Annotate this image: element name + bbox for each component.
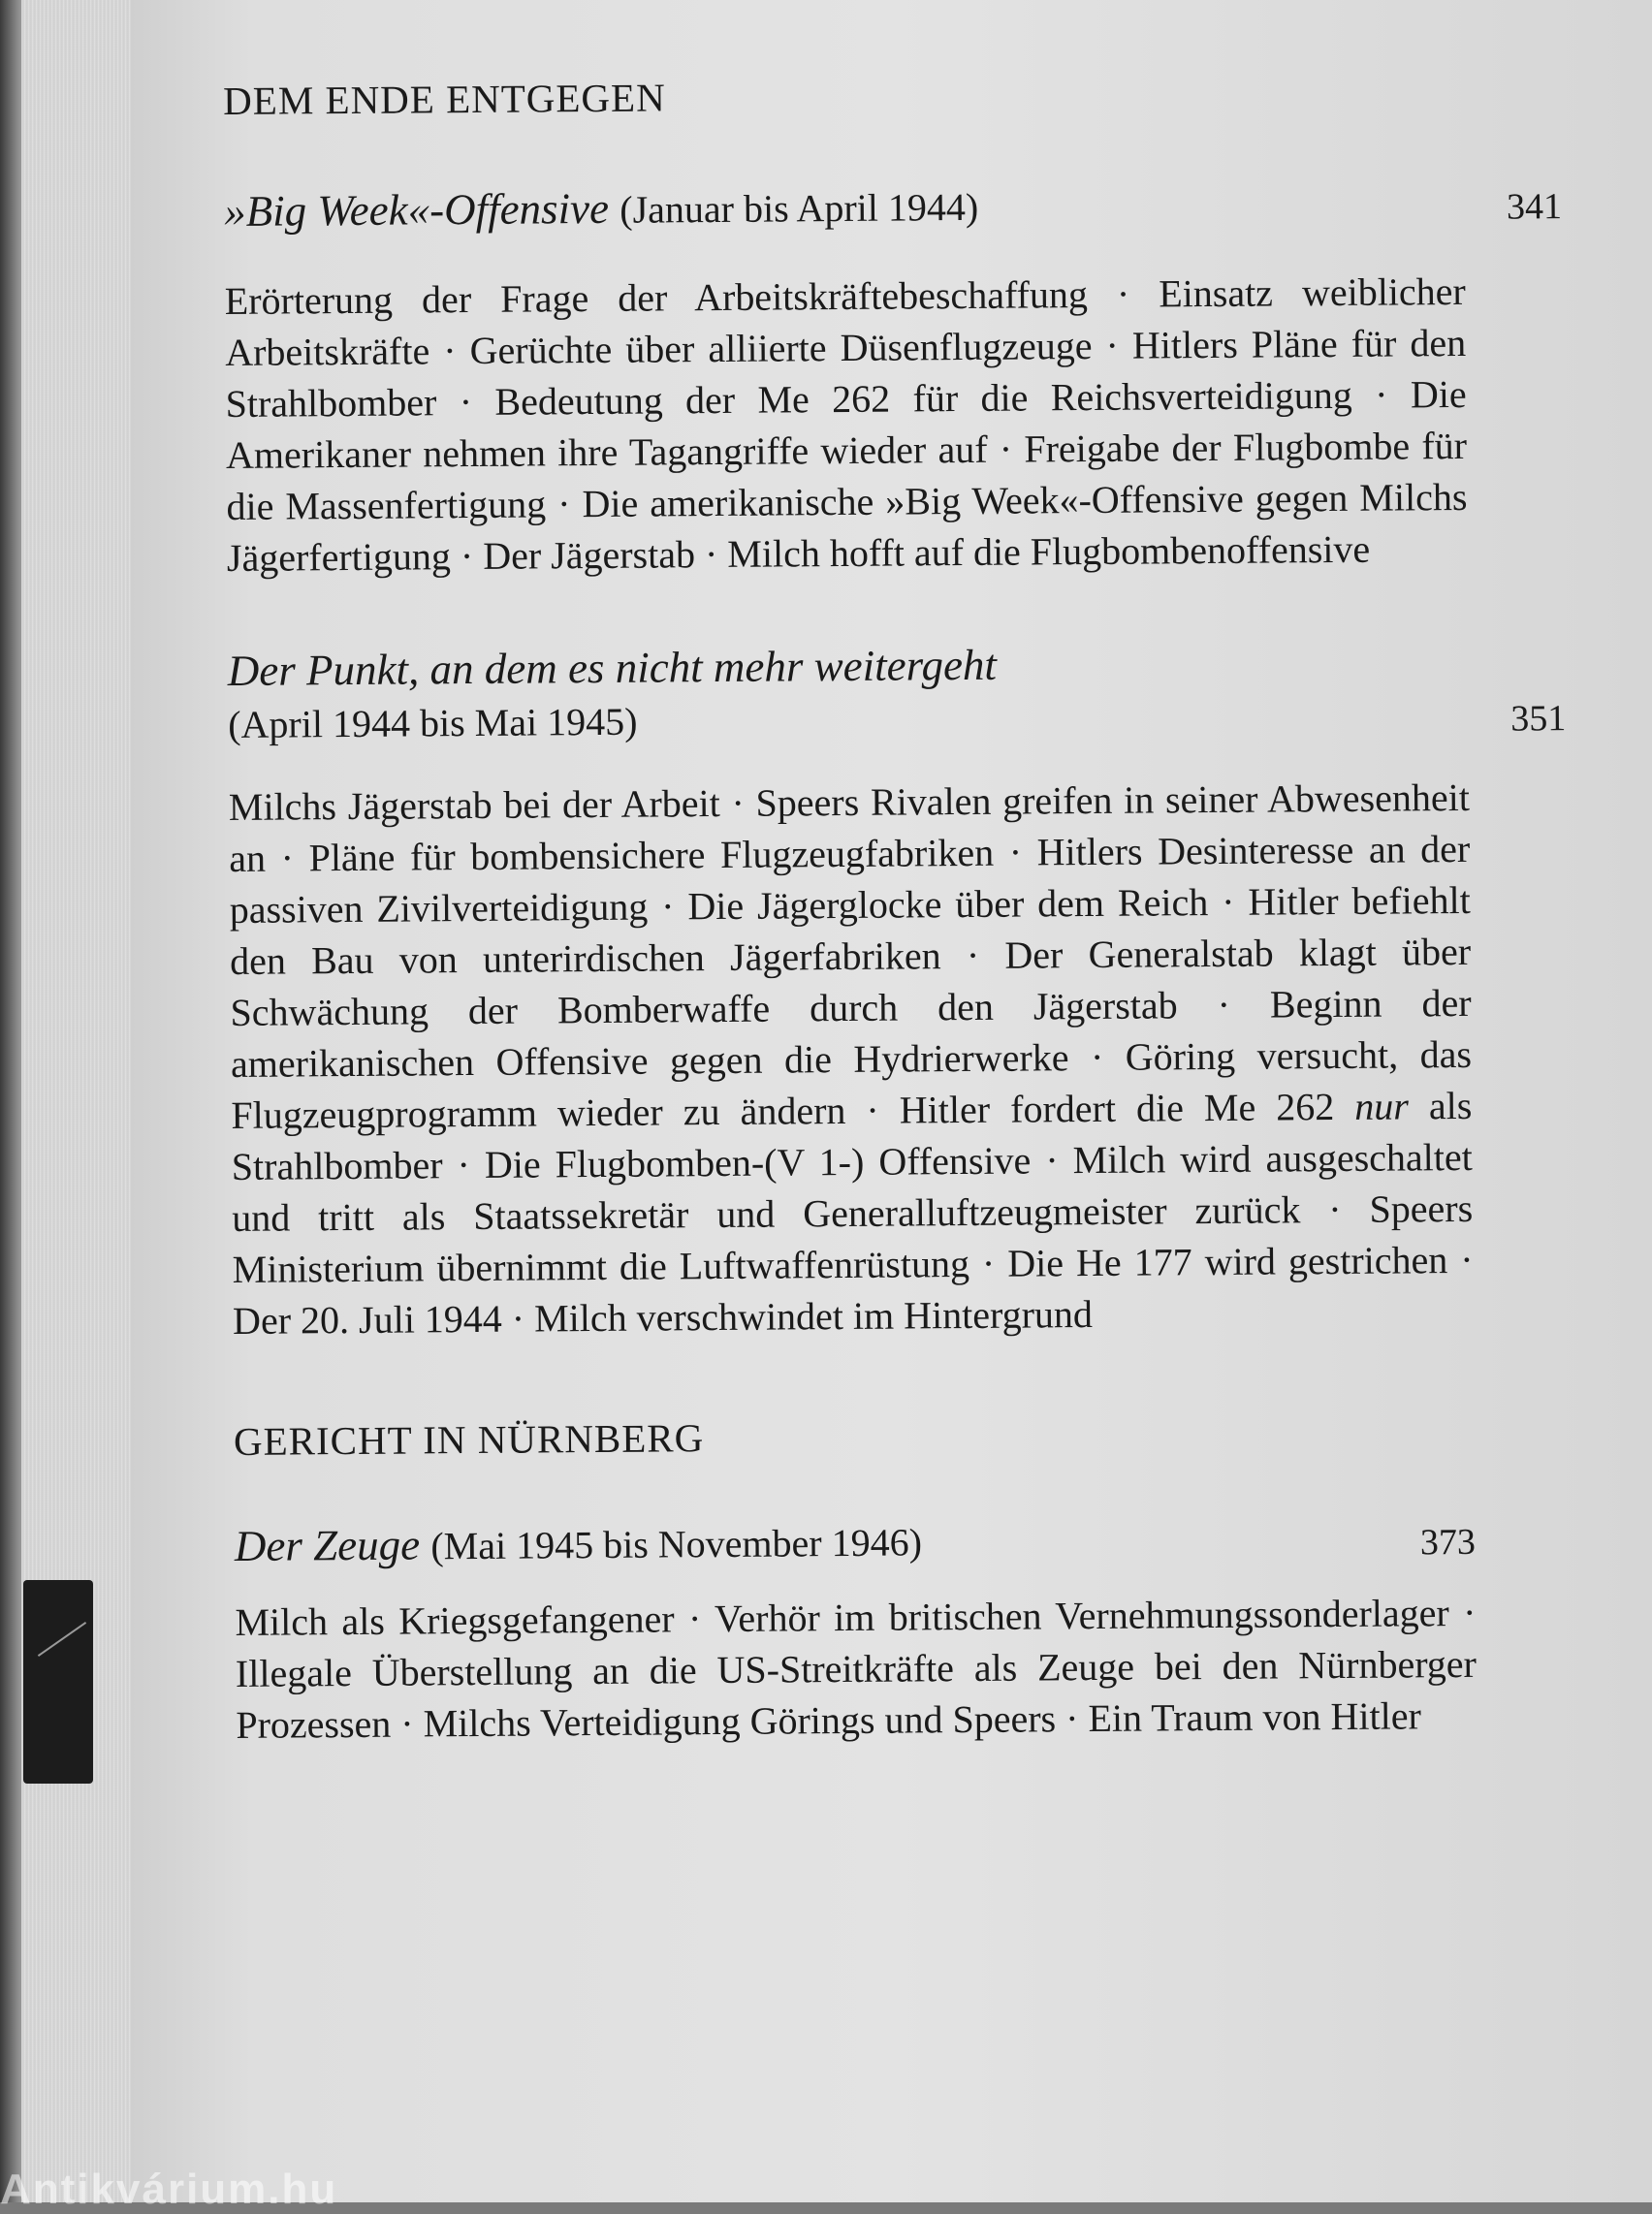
- chapter-big-week: [224, 174, 1565, 584]
- chapter-page-number: 351: [1510, 698, 1567, 740]
- chapter-title: »Big Week«-Offensive: [223, 183, 610, 236]
- summary-emphasis: nur: [1354, 1084, 1410, 1128]
- chapter-page-number: 341: [1506, 186, 1563, 228]
- chapter-title: Der Punkt, an dem es nicht mehr weitergeht: [227, 640, 998, 695]
- summary-text: als Strahlbomber · Die Flugbomben-(V 1-) Offensive · Milch wird ausgeschaltet und tritt als Staatssekretär und Generalluftzeugmeister zurück · Speers Ministerium übernimmt die Luftwaffenrüstung · Die He 177 wird gestrichen · Der 20. Juli 1944 · Milch verschwindet im Hintergrund: [231, 1083, 1474, 1343]
- chapter-date-range: (April 1944 bis Mai 1945): [228, 699, 638, 746]
- chapter-date-range: (Mai 1945 bis November 1946): [430, 1520, 923, 1568]
- toc-content: [223, 67, 1574, 1751]
- tab-scratch: [38, 1622, 86, 1657]
- section-title: GERICHT IN NÜRNBERG: [233, 1415, 705, 1464]
- chapter-heading: [224, 174, 1562, 240]
- chapter-date-range: (Januar bis April 1944): [620, 184, 979, 232]
- chapter-der-zeuge: [235, 1508, 1574, 1751]
- chapter-title: Der Zeuge: [234, 1520, 421, 1570]
- chapter-summary: Milch als Kriegsgefangener · Verhör im britischen Vernehmungssonderlager · Illegale Überstellung an die US-Streitkräfte als Zeuge bei den Nürnberger Prozessen · Milchs Verteidigung Görings und Speers · Ein Traum von Hitler: [235, 1590, 1477, 1747]
- summary-text: Milchs Jägerstab bei der Arbeit · Speers Rivalen greifen in seiner Abwesenheit an · Pläne für bombensichere Flugzeugfabriken · Hitlers Desinteresse an der passiven Zivilverteidigung · Die Jägerglocke über dem Reich · Hitler befiehlt den Bau von unterirdischen Jägerfabriken · Der Generalstab klagt über Schwächung der Bomberwaffe durch den Jägerstab · Beginn der amerikanischen Offensive gegen die Hydrierwerke · Göring versucht, das Flugzeugprogramm wieder zu ändern · Hitler fordert die Me 262: [228, 775, 1473, 1137]
- book-page: [131, 0, 1652, 2202]
- chapter-summary: Erörterung der Frage der Arbeitskräftebeschaffung · Einsatz weiblicher Arbeitskräfte · Gerüchte über alliierte Düsenflugzeuge · Hitlers Pläne für den Strahlbomber · Bedeutung der Me 262 für die Reichsverteidigung · Die Amerikaner nehmen ihre Tagangriffe wieder auf · Freigabe der Flugbombe für die Massenfertigung · Die amerikanische »Big Week«-Offensive gegen Milchs Jägerfertigung · Der Jägerstab · Milch hofft auf die Flugbombenoffensive: [224, 269, 1468, 580]
- page-edges: [21, 0, 138, 2202]
- chapter-summary: [229, 772, 1475, 1346]
- watermark: Antikvárium.hu: [0, 2166, 338, 2213]
- chapter-der-punkt: [228, 633, 1572, 1346]
- chapter-heading: [228, 633, 1567, 752]
- chapter-heading: [235, 1509, 1476, 1575]
- part-title: DEM ENDE ENTGEGEN: [223, 75, 666, 123]
- bookmark-tab: [23, 1580, 93, 1784]
- chapter-page-number: 373: [1419, 1521, 1477, 1564]
